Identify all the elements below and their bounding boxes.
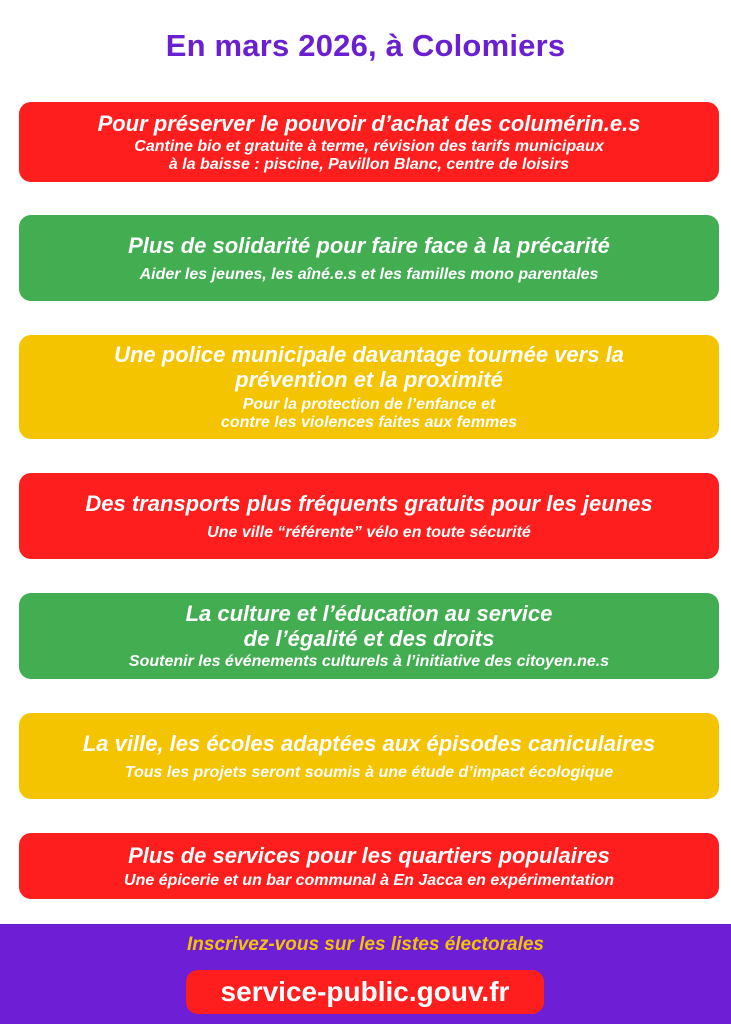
card-heading: Pour préserver le pouvoir d’achat des columérin.e.s <box>97 110 641 136</box>
card-heading: Plus de services pour les quartiers populaires <box>128 842 610 868</box>
card-purchasing-power <box>19 102 719 182</box>
service-public-link[interactable]: service-public.gouv.fr <box>186 970 544 1014</box>
card-subtext: Cantine bio et gratuite à terme, révision des tarifs municipaux à la baisse : piscine, Pavillon Blanc, centre de loisirs <box>134 137 604 173</box>
card-neighborhood-services <box>19 833 719 899</box>
page-title: En mars 2026, à Colomiers <box>165 28 566 63</box>
card-heading: La culture et l’éducation au service de l’égalité et des droits <box>185 601 553 651</box>
card-transport <box>19 473 719 559</box>
card-subtext: Pour la protection de l’enfance et contre les violences faites aux femmes <box>220 396 518 431</box>
card-heading: Plus de solidarité pour faire face à la précarité <box>128 232 610 258</box>
card-heading: Une police municipale davantage tournée vers la prévention et la proximité <box>114 342 624 392</box>
card-culture-education <box>19 593 719 679</box>
card-subtext: Aider les jeunes, les aîné.e.s et les familles mono parentales <box>139 265 599 283</box>
card-heading: Des transports plus fréquents gratuits pour les jeunes <box>85 490 653 516</box>
card-subtext: Une ville “référente” vélo en toute sécurité <box>207 523 531 541</box>
card-subtext: Une épicerie et un bar communal à En Jacca en expérimentation <box>124 871 614 889</box>
footer-banner <box>0 924 731 1024</box>
footer-text: Inscrivez-vous sur les listes électorales <box>187 934 544 955</box>
card-subtext: Tous les projets seront soumis à une étude d’impact écologique <box>124 763 614 781</box>
card-municipal-police <box>19 335 719 439</box>
card-heading: La ville, les écoles adaptées aux épisodes caniculaires <box>82 730 656 756</box>
card-solidarity <box>19 215 719 301</box>
card-heatwave <box>19 713 719 799</box>
card-subtext: Soutenir les événements culturels à l’initiative des citoyen.ne.s <box>128 653 610 670</box>
